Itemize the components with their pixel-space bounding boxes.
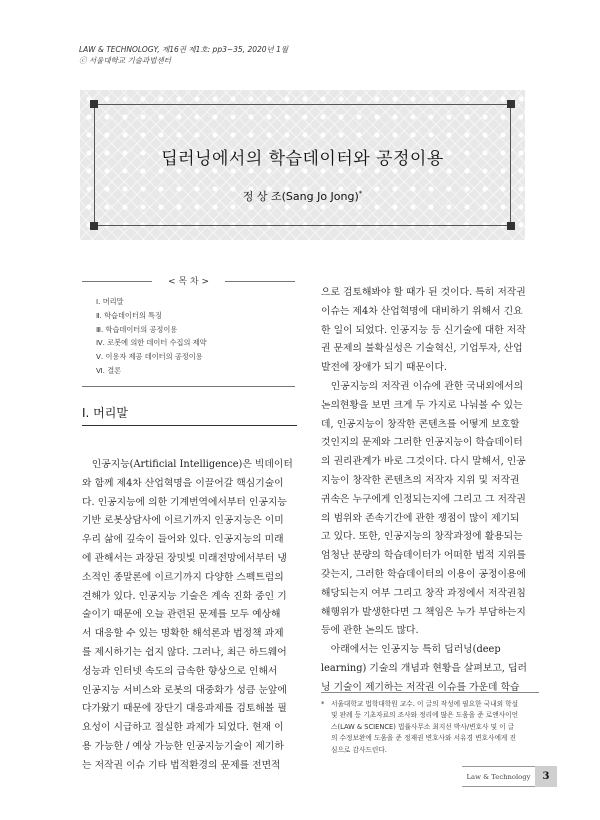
text-line: 용 가능한 / 예상 가능한 인공지능기술이 제기하 bbox=[82, 740, 284, 752]
text-line: 으로 검토해봐야 할 때가 된 것이다. 특히 저작권 bbox=[321, 287, 526, 298]
author-name: 정 상 조(Sang Jo Jong) bbox=[242, 190, 359, 203]
footnote-line bbox=[321, 699, 539, 710]
section-heading: Ⅰ. 머리말 bbox=[82, 404, 297, 426]
text-line: 엄청난 분량의 학습데이터가 어떠한 법적 지위를 bbox=[321, 550, 526, 562]
table-of-contents bbox=[82, 274, 295, 387]
text-line: 한 일이 되었다. 인공지능 등 신기술에 대한 저작 bbox=[321, 324, 526, 336]
text-line: 기반 로봇상담사에 이르기까지 인공지능은 이미 bbox=[82, 515, 284, 527]
toc-item: Ⅳ. 로봇에 의한 데이터 수집의 제약 bbox=[96, 338, 207, 348]
text-line: 등에 관한 논의도 많다. bbox=[321, 625, 419, 637]
journal-header bbox=[79, 44, 288, 66]
footer-journal-label: Law & Technology bbox=[462, 766, 535, 787]
footnote-text: 스(LAW & SCIENCE) 법률사무소 최지선 박사/변호사 및 이 글 bbox=[331, 722, 515, 731]
text-line: 데, 인공지능이 창작한 콘텐츠를 어떻게 보호할 bbox=[321, 418, 520, 430]
paper-title: 딥러닝에서의 학습데이터와 공정이용 bbox=[161, 149, 444, 169]
corner-square-icon bbox=[90, 100, 98, 108]
footnote-text: 심으로 감사드린다. bbox=[331, 745, 387, 754]
text-line: 와 함께 제4차 산업혁명을 이끌어갈 핵심기술이 bbox=[82, 477, 284, 489]
footnote-line bbox=[321, 722, 539, 733]
text-line: 발전에 장애가 되기 때문이다. bbox=[321, 362, 448, 374]
footnote-text: 서울대학교 법학대학원 교수. 이 글의 작성에 필요한 국내외 학설 bbox=[331, 700, 519, 708]
journal-citation: LAW & TECHNOLOGY, 제16권 제1호: pp3~35, 2020년 1월 bbox=[79, 45, 289, 54]
text-line: 닝 기술이 제기하는 저작권 이슈를 가운데 학습 bbox=[321, 681, 520, 693]
page-footer bbox=[462, 766, 557, 787]
text-line: 지능이 창작한 콘텐츠의 저작자 지위 및 저작권 bbox=[321, 474, 520, 486]
text-line: 논의현황을 보면 크게 두 가지로 나눠볼 수 있는 bbox=[321, 399, 523, 411]
text-line: 갖는지, 그러한 학습데이터의 이용이 공정이용에 bbox=[321, 568, 526, 580]
copyright-line: ⓒ 서울대학교 기술과법센터 bbox=[79, 56, 171, 65]
text-line: 인공지능의 저작권 이슈에 관한 국내외에서의 bbox=[321, 380, 524, 392]
text-line: 성능과 인터넷 속도의 급속한 향상으로 인해서 bbox=[82, 665, 278, 677]
text-line: 의 범위와 존속기간에 관한 쟁점이 많이 제기되 bbox=[321, 512, 520, 524]
text-line: 것인지의 문제와 그러한 인공지능이 학습데이터 bbox=[321, 437, 523, 449]
text-line: 권 문제의 불확실성은 기술혁신, 기업투자, 산업 bbox=[321, 343, 523, 355]
toc-list bbox=[96, 295, 295, 378]
page-number: 3 bbox=[535, 766, 557, 787]
text-line: 해당되는지 여부 그리고 창작 과정에서 저작권침 bbox=[321, 587, 526, 599]
toc-item: Ⅲ. 학습데이터의 공정이용 bbox=[96, 324, 178, 334]
text-line: 다. 인공지능에 의한 기계번역에서부터 인공지능 bbox=[82, 496, 287, 508]
toc-item: Ⅰ. 머리말 bbox=[96, 297, 124, 306]
footnote-mark: * bbox=[321, 700, 325, 708]
toc-item: Ⅱ. 학습데이터의 특징 bbox=[96, 310, 162, 320]
paper-author bbox=[80, 188, 525, 204]
text-line: 아래에서는 인공지능 특히 딥러닝(deep bbox=[321, 644, 501, 656]
text-line: 다가왔기 때문에 장단기 대응과제를 검토해볼 필 bbox=[82, 703, 287, 715]
text-line: 를 제시하기는 쉽지 않다. 그러나, 최근 하드웨어 bbox=[82, 646, 287, 658]
footnote-line bbox=[321, 745, 539, 756]
author-note-mark: * bbox=[358, 189, 363, 198]
right-column-text bbox=[321, 284, 539, 698]
text-line: 는 저작권 이슈 기타 법적환경의 문제를 전면적 bbox=[82, 759, 281, 771]
text-line: 견해가 있다. 인공지능 기술은 계속 진화 중인 기 bbox=[82, 590, 287, 602]
text-line: 인공지능 서비스와 로봇의 대중화가 성큼 눈앞에 bbox=[82, 684, 287, 696]
text-line: 인공지능(Artificial Intelligence)은 빅데이터 bbox=[82, 459, 293, 470]
left-column-text bbox=[82, 456, 298, 776]
text-line: 이슈는 제4차 산업혁명에 대비하기 위해서 긴요 bbox=[321, 305, 523, 317]
text-line: 요성이 시급하고 절실한 과제가 되었다. 현재 이 bbox=[82, 722, 284, 734]
text-line: 소적인 종말론에 이르기까지 다양한 스펙트럼의 bbox=[82, 571, 284, 583]
corner-square-icon bbox=[90, 222, 98, 230]
text-line: 술이기 때문에 오늘 관련된 문제를 모두 예상해 bbox=[82, 609, 281, 621]
text-line: 의 권리관계가 바로 그것이다. 다시 말해서, 인공 bbox=[321, 456, 526, 468]
text-line: 우리 삶에 깊숙이 들어와 있다. 인공지능의 미래 bbox=[82, 534, 284, 546]
text-line: learning) 기술의 개념과 현황을 살펴보고, 딥러 bbox=[321, 662, 527, 674]
toc-item: Ⅵ. 결론 bbox=[96, 365, 122, 375]
corner-square-icon bbox=[507, 222, 515, 230]
footnote-line bbox=[321, 733, 539, 744]
text-line: 에 관해서는 과장된 장밋빛 미래전망에서부터 냉 bbox=[82, 552, 287, 564]
footnote-line bbox=[321, 710, 539, 721]
corner-square-icon bbox=[507, 100, 515, 108]
footnote-text: 의 수정보완에 도움을 준 정재권 변호사와 서유경 변호사에게 진 bbox=[331, 734, 516, 743]
footnote bbox=[321, 692, 539, 756]
text-line: 해행위가 발생한다면 그 책임은 누가 부담하는지 bbox=[321, 606, 526, 618]
title-box bbox=[80, 90, 525, 240]
text-line: 고 있다. 또한, 인공지능의 창작과정에 활용되는 bbox=[321, 531, 523, 543]
toc-divider bbox=[82, 386, 295, 387]
toc-title: < 목 차 > bbox=[82, 274, 295, 287]
text-line: 서 대응할 수 있는 명확한 해석론과 법정책 과제 bbox=[82, 628, 284, 640]
toc-item: Ⅴ. 이용자 제공 데이터의 공정이용 bbox=[96, 352, 203, 362]
footnote-text: 및 판례 등 기초자료의 조사와 정리에 많은 도움을 준 로앤사이언 bbox=[331, 711, 519, 720]
text-line: 귀속은 누구에게 인정되는지에 그리고 그 저작권 bbox=[321, 493, 526, 505]
